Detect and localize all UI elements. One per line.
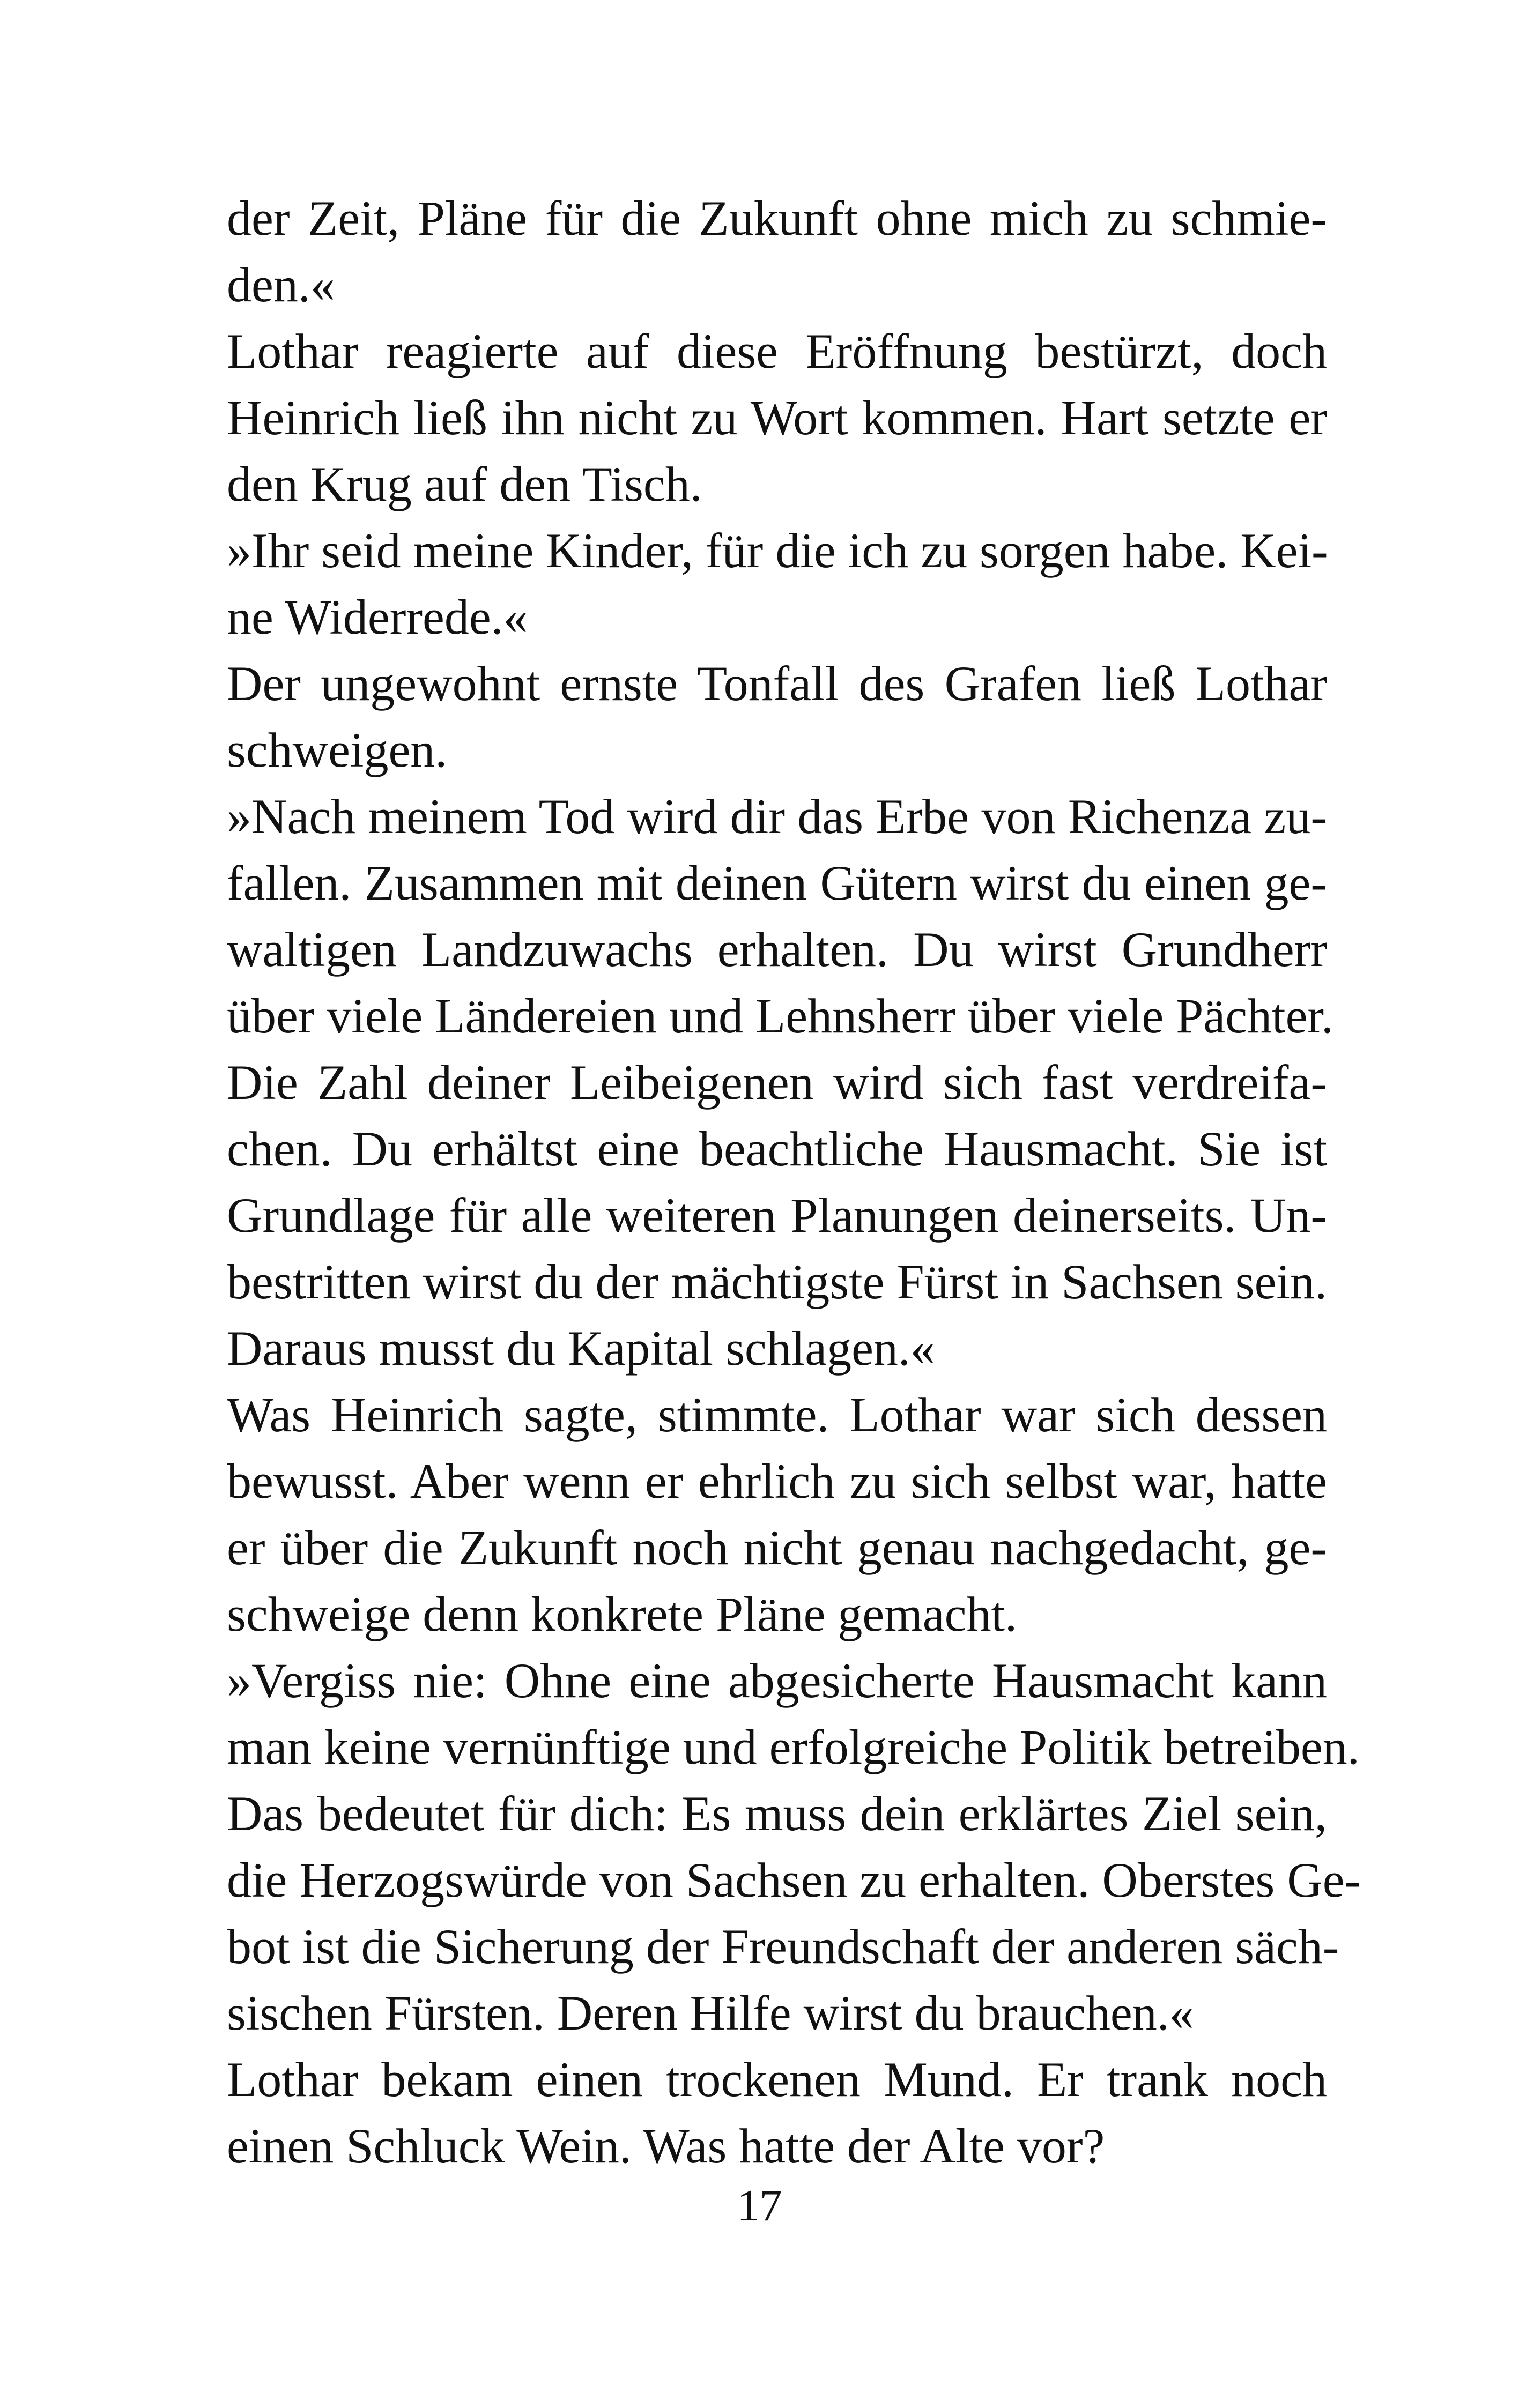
body-text [227, 185, 1361, 2179]
text-line: man keine vernünftige und erfolgreiche Politik betreiben. [227, 1720, 1360, 1774]
text-line: »Nach meinem Tod wird dir das Erbe von Richenza zu- [227, 789, 1327, 844]
text-line: er über die Zukunft noch nicht genau nachgedacht, ge- [227, 1520, 1327, 1575]
page-number: 17 [737, 2181, 782, 2231]
text-line: fallen. Zusammen mit deinen Gütern wirst du einen ge- [227, 856, 1327, 910]
text-line: Heinrich ließ ihn nicht zu Wort kommen. Hart setzte er [227, 390, 1327, 445]
text-line: Der ungewohnt ernste Tonfall des Grafen ließ Lothar [227, 656, 1327, 711]
text-line: Grundlage für alle weiteren Planungen deinerseits. Un- [227, 1188, 1327, 1243]
text-line: schweigen. [227, 723, 448, 777]
text-line: Die Zahl deiner Leibeigenen wird sich fast verdreifa- [227, 1055, 1327, 1110]
text-line: einen Schluck Wein. Was hatte der Alte vor? [227, 2119, 1105, 2173]
text-line: bot ist die Sicherung der Freundschaft der anderen säch- [227, 1919, 1339, 1974]
text-line: über viele Ländereien und Lehnsherr über viele Pächter. [227, 989, 1333, 1043]
text-line: ne Widerrede.« [227, 590, 528, 644]
text-line: chen. Du erhältst eine beachtliche Hausmacht. Sie ist [227, 1121, 1327, 1176]
text-line: den Krug auf den Tisch. [227, 457, 702, 511]
text-line: Daraus musst du Kapital schlagen.« [227, 1321, 935, 1376]
text-line: »Ihr seid meine Kinder, für die ich zu sorgen habe. Kei- [227, 523, 1328, 578]
text-line: Lothar bekam einen trockenen Mund. Er trank noch [227, 2052, 1327, 2107]
text-line: waltigen Landzuwachs erhalten. Du wirst Grundherr [227, 922, 1327, 977]
text-line: den.« [227, 257, 335, 312]
text-line: bewusst. Aber wenn er ehrlich zu sich selbst war, hatte [227, 1454, 1327, 1508]
text-line: Was Heinrich sagte, stimmte. Lothar war sich dessen [227, 1387, 1327, 1442]
text-line: sischen Fürsten. Deren Hilfe wirst du brauchen.« [227, 1986, 1194, 2040]
text-line: die Herzogswürde von Sachsen zu erhalten. Oberstes Ge- [227, 1853, 1361, 1907]
text-line: bestritten wirst du der mächtigste Fürst in Sachsen sein. [227, 1254, 1327, 1309]
text-line: Das bedeutet für dich: Es muss dein erklärtes Ziel sein, [227, 1786, 1327, 1841]
text-line: schweige denn konkrete Pläne gemacht. [227, 1587, 1018, 1641]
text-line: »Vergiss nie: Ohne eine abgesicherte Hausmacht kann [227, 1653, 1327, 1708]
text-line: Lothar reagierte auf diese Eröffnung bestürzt, doch [227, 324, 1327, 378]
text-line: der Zeit, Pläne für die Zukunft ohne mich zu schmie- [227, 191, 1327, 246]
